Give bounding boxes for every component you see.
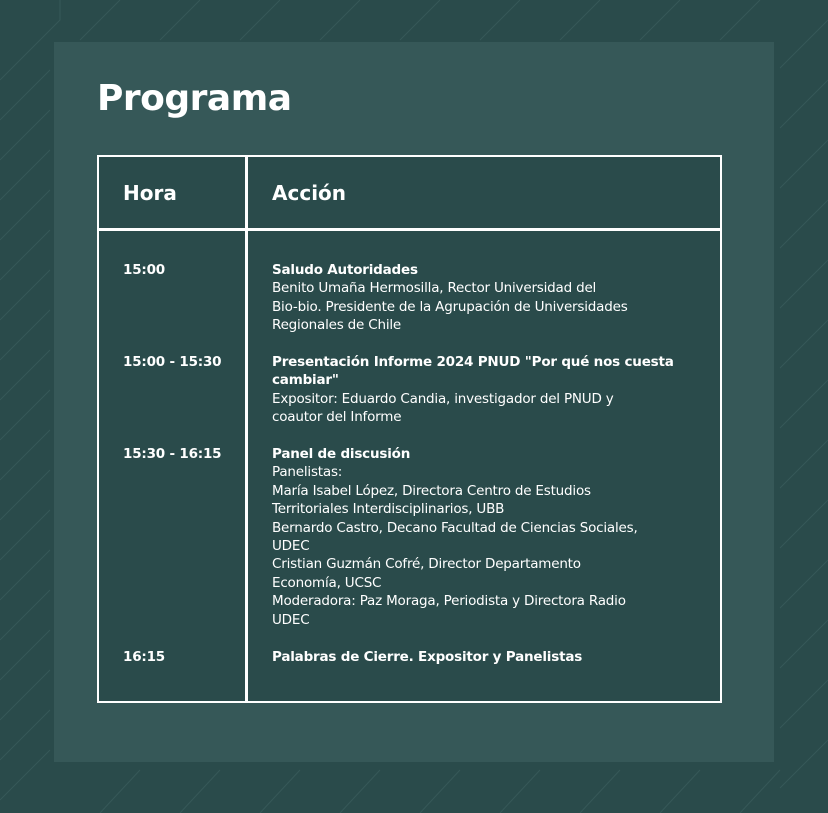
action-line: Expositor: Eduardo Candia, investigador del PNUD y xyxy=(272,390,614,407)
action-line: Benito Umaña Hermosilla, Rector Universidad del xyxy=(272,280,597,297)
action-line: Panelistas: xyxy=(272,464,343,481)
action-line: Territoriales Interdisciplinarios, UBB xyxy=(272,501,505,518)
action-title: Palabras de Cierre. Expositor y Panelistas xyxy=(272,649,583,665)
row-time: 15:30 - 16:15 xyxy=(123,446,222,462)
action-line: coautor del Informe xyxy=(272,409,402,426)
header-divider xyxy=(99,228,720,231)
program-table xyxy=(97,155,722,703)
header-hora: Hora xyxy=(123,181,177,205)
action-line: Bernardo Castro, Decano Facultad de Ciencias Sociales, xyxy=(272,519,638,536)
action-line: Regionales de Chile xyxy=(272,317,402,334)
action-line: Cristian Guzmán Cofré, Director Departamento xyxy=(272,556,581,573)
action-title: Presentación Informe 2024 PNUD "Por qué nos cuesta xyxy=(272,354,674,370)
row-time: 16:15 xyxy=(123,649,165,665)
row-time: 15:00 xyxy=(123,262,165,278)
action-line: María Isabel López, Directora Centro de Estudios xyxy=(272,482,591,499)
row-action xyxy=(272,353,712,427)
action-line: Moderadora: Paz Moraga, Periodista y Directora Radio xyxy=(272,593,626,610)
action-line: Economía, UCSC xyxy=(272,574,382,591)
row-time: 15:00 - 15:30 xyxy=(123,354,222,370)
action-title: Panel de discusión xyxy=(272,446,411,462)
row-action xyxy=(272,445,712,629)
action-line: UDEC xyxy=(272,611,310,628)
header-accion: Acción xyxy=(272,181,347,205)
row-action xyxy=(272,261,712,335)
page-title: Programa xyxy=(97,78,292,119)
action-title: cambiar" xyxy=(272,372,339,389)
row-action xyxy=(272,648,712,666)
action-line: UDEC xyxy=(272,538,310,555)
column-divider xyxy=(245,157,248,701)
action-line: Bio-bio. Presidente de la Agrupación de Universidades xyxy=(272,298,628,315)
action-title: Saludo Autoridades xyxy=(272,262,418,278)
